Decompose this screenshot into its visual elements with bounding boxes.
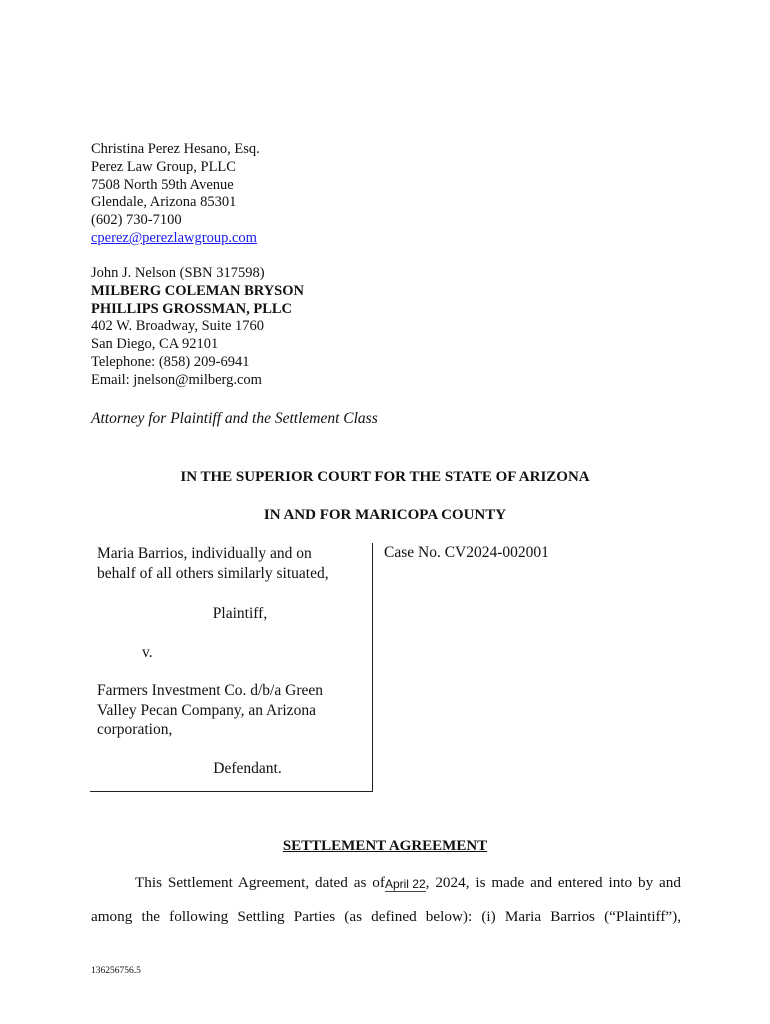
agreement-title: SETTLEMENT AGREEMENT — [282, 838, 488, 854]
defendant-party-line: corporation, — [97, 721, 173, 738]
counsel-email-link[interactable]: cperez@perezlawgroup.com — [91, 229, 257, 246]
case-caption-box — [90, 543, 373, 792]
counsel-block-2 — [91, 265, 304, 390]
counsel-block-1 — [91, 141, 260, 248]
counsel-firm: Perez Law Group, PLLC — [91, 158, 236, 175]
counsel-name: Christina Perez Hesano, Esq. — [91, 141, 260, 157]
versus-label: v. — [142, 644, 153, 661]
plaintiff-party — [97, 544, 329, 583]
agreement-paragraph-line — [91, 874, 681, 892]
plaintiff-party-line: behalf of all others similarly situated, — [97, 564, 329, 582]
court-heading: IN THE SUPERIOR COURT FOR THE STATE OF ARIZONA — [180, 469, 590, 485]
counsel-city: San Diego, CA 92101 — [91, 336, 219, 353]
counsel-city: Glendale, Arizona 85301 — [91, 194, 237, 211]
defendant-party — [97, 681, 323, 740]
counsel-email: Email: jnelson@milberg.com — [91, 371, 262, 388]
counsel-street: 7508 North 59th Avenue — [91, 176, 234, 193]
attorney-for-line: Attorney for Plaintiff and the Settlement Class — [91, 410, 378, 427]
plaintiff-label: Plaintiff, — [212, 605, 268, 622]
date-fill-field[interactable]: April 22 — [384, 877, 426, 891]
defendant-party-line: Valley Pecan Company, an Arizona — [97, 701, 316, 719]
document-id-footer: 136256756.5 — [91, 966, 141, 976]
paragraph-text: , 2024, is made and entered into by and — [425, 874, 681, 891]
agreement-paragraph-line: among the following Settling Parties (as defined below): (i) Maria Barrios (“Plaintiff”), — [91, 908, 681, 925]
plaintiff-party-line: Maria Barrios, individually and on — [97, 545, 312, 562]
counsel-firm-line2: PHILLIPS GROSSMAN, PLLC — [91, 300, 293, 317]
counsel-phone: Telephone: (858) 209-6941 — [91, 353, 250, 370]
defendant-party-line: Farmers Investment Co. d/b/a Green — [97, 682, 323, 699]
counsel-name: John J. Nelson (SBN 317598) — [91, 265, 265, 281]
county-heading: IN AND FOR MARICOPA COUNTY — [263, 507, 507, 523]
counsel-firm-line1: MILBERG COLEMAN BRYSON — [91, 282, 304, 299]
paragraph-text: This Settlement Agreement, dated as of — [135, 874, 385, 891]
defendant-label: Defendant. — [213, 760, 282, 777]
case-number: Case No. CV2024-002001 — [384, 544, 549, 561]
counsel-phone: (602) 730-7100 — [91, 212, 182, 229]
counsel-street: 402 W. Broadway, Suite 1760 — [91, 318, 265, 335]
